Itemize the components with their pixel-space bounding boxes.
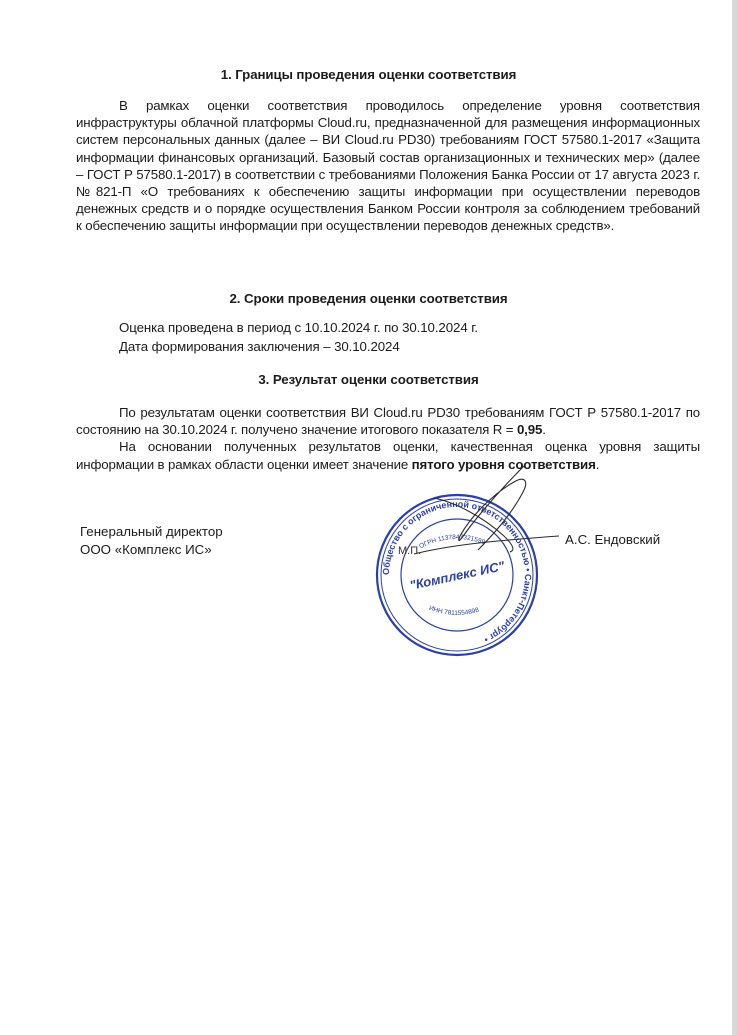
- signatory-company: ООО «Комплекс ИС»: [80, 542, 212, 557]
- conclusion-end: .: [595, 456, 600, 472]
- result-end: .: [542, 422, 546, 438]
- scan-edge: [732, 0, 737, 1035]
- signatory-name: А.С. Ендовский: [565, 532, 661, 547]
- seal-ogrn: ОГРН 1137847321599: [418, 533, 486, 551]
- handwritten-signature: [374, 458, 584, 578]
- conclusion-level: пятого уровня соответствия: [411, 456, 596, 472]
- conclusion-text: На основании полученных результатов оценки, качественная оценка уровня защиты информации в рамках области оценки имеет значение: [76, 439, 700, 472]
- section-1-body: [76, 97, 700, 235]
- section-3-title: 3. Результат оценки соответствия: [258, 372, 479, 387]
- section-1-paragraph: В рамках оценки соответствия проводилось определение уровня соответствия инфраструктуры облачной платформы Cloud.ru, предназначенной для размещения информационных систем персональных данных (далее – ВИ Cloud.ru PD30) требованиям ГОСТ 57580.1-2017 «Защита информации финансовых организаций. Базовый состав организационных и технических мер» (далее – ГОСТ Р 57580.1-2017) в соответствии с требованиями Положения Банка России от 17 августа 2023 г. №821-П «О требованиях к обеспечению защиты информации при осуществлении переводов денежных средств и о порядке осуществления Банком России контроля за соблюдением требований к обеспечению защиты информации при осуществлении переводов денежных средств».: [76, 98, 700, 234]
- seal-ring-text: Общество с ограниченной ответственностью • Санкт-Петербург •: [380, 498, 534, 645]
- mp-label: М.П.: [398, 545, 422, 557]
- section-2-title: 2. Сроки проведения оценки соответствия: [229, 291, 508, 306]
- result-value: 0,95: [516, 422, 543, 438]
- result-text: По результатам оценки соответствия ВИ Cloud.ru PD30 требованиям ГОСТ Р 57580.1-2017 по состоянию на 30.10.2024 г. получено значение итогового показателя R =: [76, 405, 700, 438]
- signatory-position: Генеральный директор: [80, 524, 223, 539]
- seal-inn: ИНН 7811554898: [427, 604, 480, 618]
- section-2-date: Дата формирования заключения – 30.10.2024: [119, 339, 400, 354]
- signatory-block: [80, 523, 223, 559]
- section-3-result: [76, 404, 700, 438]
- section-2-period: Оценка проведена в период с 10.10.2024 г. по 30.10.2024 г.: [119, 320, 478, 335]
- seal-center-text: "Комплекс ИС": [408, 558, 506, 593]
- section-1-title: 1. Границы проведения оценки соответствия: [220, 67, 517, 82]
